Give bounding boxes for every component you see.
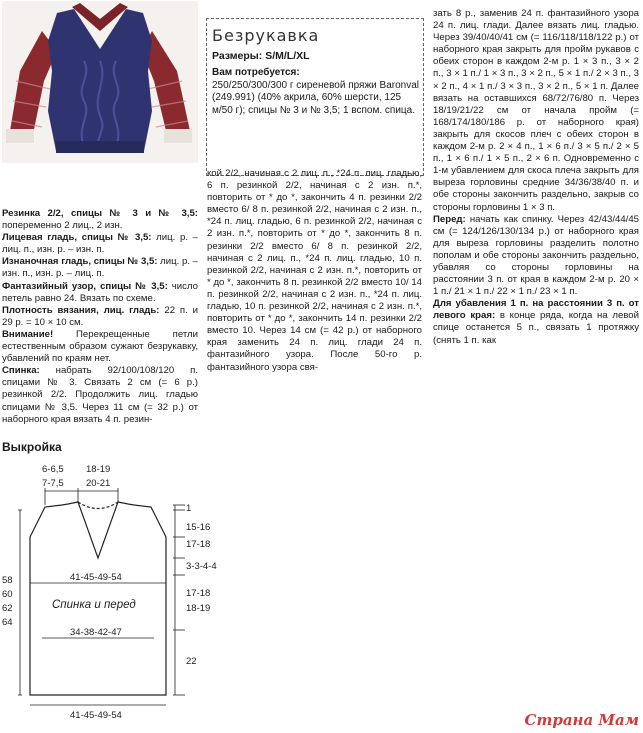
paragraph-heading: Фантазийный узор, спицы № 3,5: bbox=[2, 280, 168, 292]
paragraph-heading: Резинка 2/2, спицы № 3 и № 3,5: bbox=[2, 208, 198, 219]
schema-label: 62 bbox=[2, 603, 13, 614]
pattern-schema bbox=[0, 455, 643, 733]
paragraph-heading: Перед: bbox=[433, 213, 466, 225]
paragraph-text: лиц. р. – лиц. п., изн. р. – изн. п. bbox=[2, 232, 198, 256]
paragraph bbox=[2, 281, 198, 305]
materials-heading: Вам потребуется: bbox=[212, 67, 300, 78]
schema-label: 17-18 bbox=[186, 539, 211, 550]
paragraph bbox=[433, 214, 639, 299]
paragraph-text: попеременно 2 лиц., 2 изн. bbox=[2, 220, 123, 232]
paragraph-heading: Изнаночная гладь, спицы № 3,5: bbox=[2, 256, 158, 268]
paragraph-text: кой 2/2, начиная с 2 лиц. п., *24 п. лиц. гладью, 6 п. резинкой 2/2, начиная с 2 изн. п.*, повторить от * до *, закончить 4 п. резинки 2/2 вместо 6/ 8 п. резинкой 2/2, начиная с 2 изн. п., *24 п. лиц. гладью, 6 п. резинкой 2/2, начиная с 2 изн. п.*, повторить от * до *, закончить 8 п. резинки 2/2 вместо 6/ 8 п. резинкой 2/2, начиная с 2 лиц. п., *24 п. лиц. гладью, 10 п. резинкой 2/2, начиная с 2 изн. п.*, повторить от * до *, закончить 8 п. резинкой 2/2 вместо 10/ 14 п. резинкой 2/2, начиная с 2 изн. п., *24 п. лиц. гладью, 10 п. резинкой 2/2, начиная с 2 изн. п.*, повторить от * до *, закончить 14 п. резинки 2/2 вместо 10. Через 14 см (= 42 р.) от наборного края заменить 24 п. лиц. глади 24 п. фантазийного узора. После 50-го р. фантазийного узора свя- bbox=[207, 168, 422, 373]
schema-label: 18-19 bbox=[86, 464, 111, 475]
schema-label: 64 bbox=[2, 617, 13, 628]
schema-label: 41-45-49-54 bbox=[70, 710, 122, 721]
paragraph bbox=[2, 208, 198, 232]
paragraph-text: 22 п. и 29 р. = 10 × 10 см. bbox=[2, 304, 198, 328]
schema-neck-back bbox=[78, 502, 118, 509]
schema-label: 3-3-4-4 bbox=[186, 561, 217, 572]
paragraph-heading: Лицевая гладь, спицы № 3,5: bbox=[2, 232, 152, 244]
schema-label: 17-18 bbox=[186, 588, 211, 599]
paragraph bbox=[433, 298, 639, 346]
materials-text: 250/250/300/300 г сиреневой пряжи Baronval (249.991) (40% акрила, 60% шерсти, 125 м/50 г); спицы № 3 и № 3,5; 1 вспом. спица. bbox=[212, 79, 419, 116]
schema-label: 34-38-42-47 bbox=[70, 627, 122, 638]
schema-label: 15-16 bbox=[186, 522, 211, 533]
pattern-title: Выкройка bbox=[2, 440, 62, 454]
watermark: Страна Мам bbox=[524, 711, 639, 729]
page-title: Безрукавка bbox=[212, 26, 320, 45]
paragraph-heading: Спинка: bbox=[2, 365, 40, 377]
materials bbox=[212, 67, 419, 117]
text-column-2 bbox=[207, 168, 422, 374]
paragraph-heading: Плотность вязания, лиц. гладь: bbox=[2, 304, 160, 316]
paragraph-text: набрать 92/100/108/120 п. спицами № 3. Связать 2 см (= 6 р.) резинкой 2/2. Продолжить лиц. гладью спицами № 3,5. Через 11 см (= 32 р.) от наборного края вязать 4 п. резин- bbox=[2, 365, 198, 425]
text-column-3 bbox=[433, 8, 639, 347]
schema-center-label: Спинка и перед bbox=[52, 599, 136, 611]
paragraph-text: лиц. р. – изн. п., изн. р. – лиц. п. bbox=[2, 256, 199, 280]
schema-label: 41-45-49-54 bbox=[70, 572, 122, 583]
paragraph-text: начать как спинку. Через 42/43/44/45 см (= 124/126/130/134 р.) от наборного края для выреза горловины разделить полотно пополам и обе стороны закончить раздельно, убавляя со стороны горловины на расстоянии 3 п. от края в каждом 2-м р. 20 × 1 п./ 21 × 1 п./ 22 × 1 п./ 23 × 1 п. bbox=[433, 213, 639, 298]
schema-label: 18-19 bbox=[186, 603, 211, 614]
paragraph bbox=[2, 305, 198, 329]
schema-label: 20-21 bbox=[86, 478, 111, 489]
schema-label: 60 bbox=[2, 589, 13, 600]
paragraph bbox=[2, 329, 198, 365]
schema-label: 6-6,5 bbox=[42, 464, 64, 475]
paragraph-heading: Для убавления 1 п. на расстоянии 3 п. от левого края: bbox=[433, 298, 639, 322]
schema-label: 1 bbox=[186, 503, 192, 514]
schema-label: 22 bbox=[186, 656, 197, 667]
paragraph-text: Перекрещенные петли естественным образом сужают безрукавку, убавлений по краям нет. bbox=[2, 328, 198, 365]
schema-label: 7-7,5 bbox=[42, 478, 64, 489]
text-column-1 bbox=[2, 208, 198, 426]
product-photo bbox=[2, 1, 198, 163]
sizes: Размеры: S/M/L/XL bbox=[212, 50, 310, 62]
paragraph bbox=[2, 232, 198, 256]
paragraph-text: число петель равно 24. Вязать по схеме. bbox=[2, 280, 198, 304]
paragraph bbox=[2, 256, 198, 280]
schema-label: 58 bbox=[2, 575, 13, 586]
paragraph bbox=[2, 365, 198, 425]
paragraph-text: зать 8 р., заменив 24 п. фантазийного узора 24 п. лиц. глади. Далее вязать лиц. гладью. Через 39/40/40/41 см (= 116/118/118/122 р.) от наборного края закрыть для пройм рукавов с обеих сторон в каждом 2-м р. 1 × 3 п., 3 × 2 п., 3 × 1 п./ 1 × 3 п., 3 × 2 п., 5 × 1 п./ 2 × 3 п., 3 × 2 п., 4 × 1 п./ 3 × 3 п., 3 × 2 п., 5 × 1 п. Далее вязать на оставшихся 68/72/76/80 п. Через 18/19/21/22 см от начала пройм (= 168/174/180/186 р. от наборного края) закрыть для скосов плеч с обеих сторон в каждом 2-м р. 2 × 4 п., 1 × 6 п./ 3 × 5 п./ 2 × 5 п., 1 × 6 п./ 1 × 5 п., 2 × 6 п. Одновременно с 1-м убавлением для скоса плеча закрыть для выреза горловины средние 34/36/38/40 п. и обе стороны закончить раздельно, закрыв со стороны горловины 1 × 3 п. bbox=[433, 8, 639, 213]
paragraph-text: в конце ряда, когда на левой спице останется 5 п., связать 1 протяжку (снять 1 п. как bbox=[433, 310, 639, 346]
paragraph-heading: Внимание! bbox=[2, 328, 54, 340]
